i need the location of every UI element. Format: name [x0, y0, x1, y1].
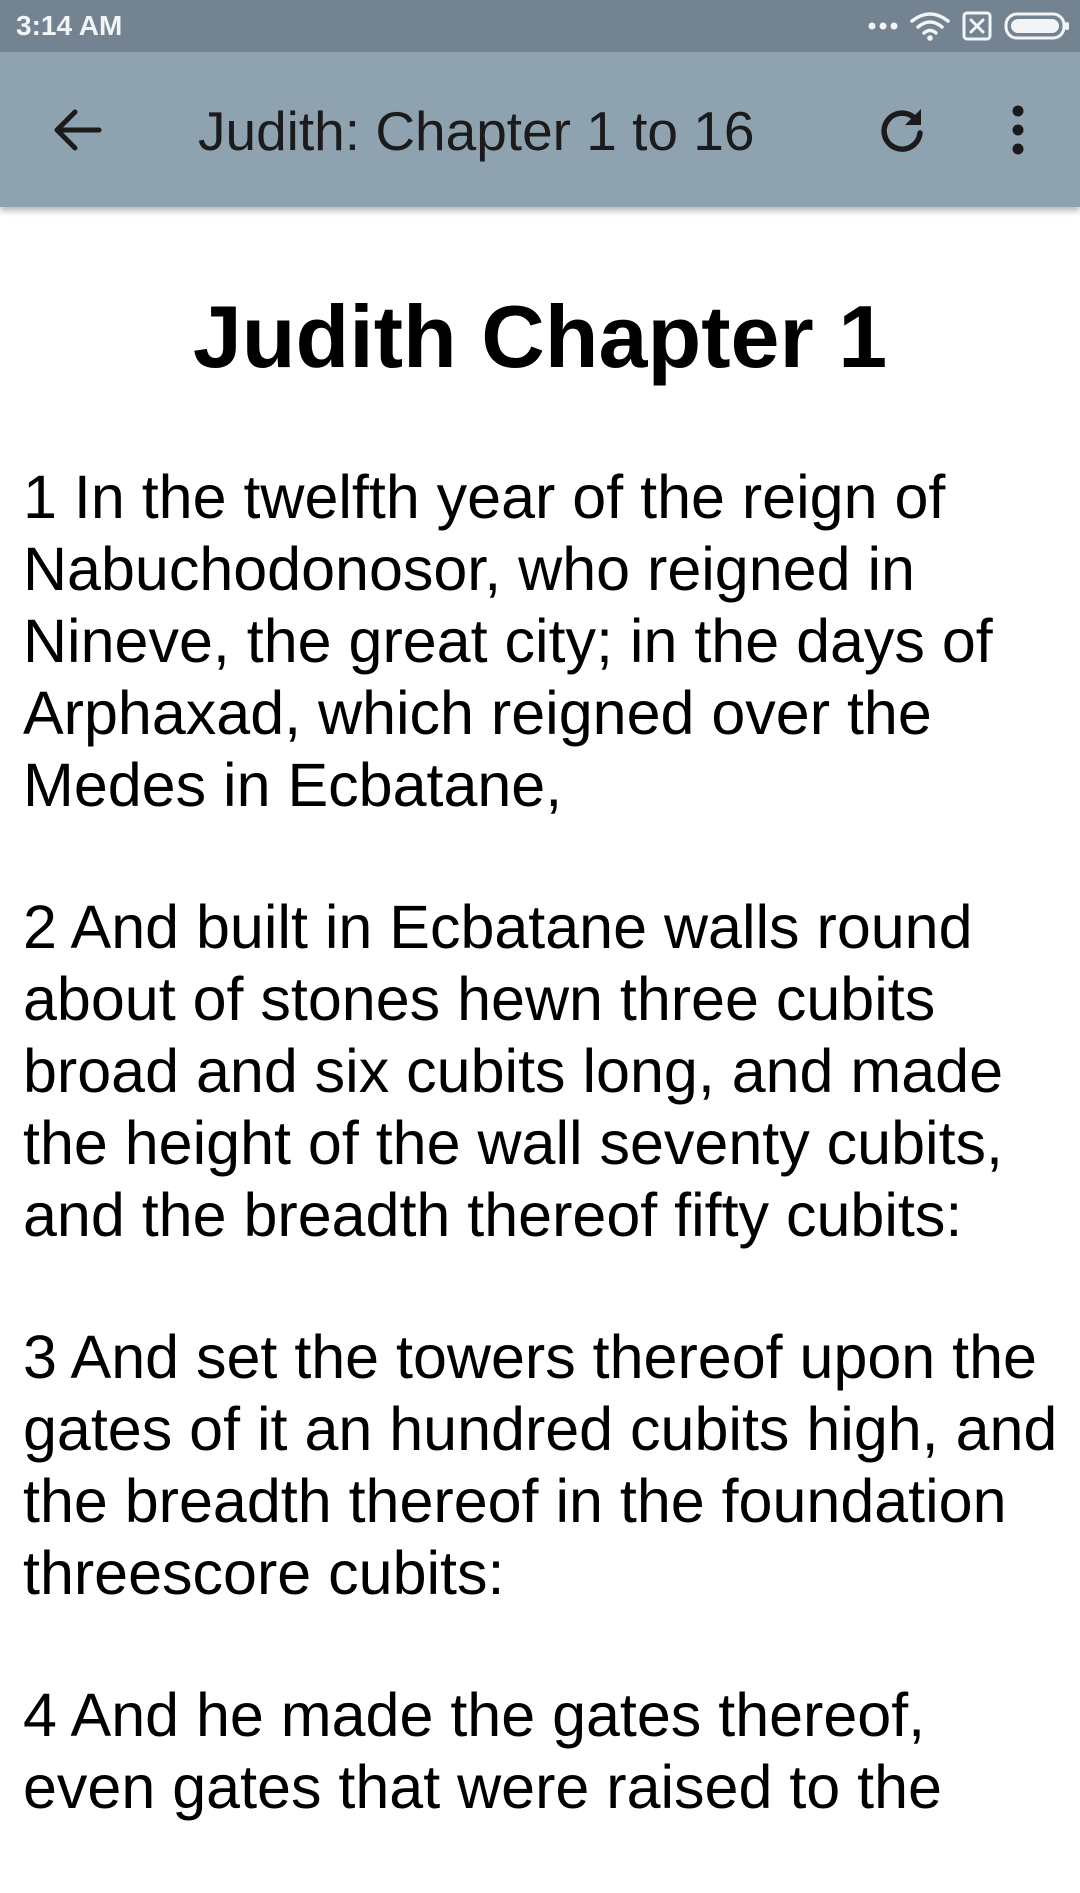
- sim-x-icon: [962, 11, 992, 41]
- status-icons: [868, 8, 1070, 44]
- chapter-content[interactable]: [0, 207, 1080, 1821]
- overflow-menu-button[interactable]: [970, 82, 1066, 178]
- verse-4: 4 And he made the gates thereof, even gates that were raised to the: [23, 1681, 942, 1821]
- refresh-button[interactable]: [854, 82, 950, 178]
- verse-1: 1 In the twelfth year of the reign of Nabuchodonosor, who reigned in Nineve, the great city; in the days of Arphaxad, which reigned over the Medes in Ecbatane,: [23, 463, 993, 819]
- wifi-icon: [910, 11, 950, 41]
- verse-2: 2 And built in Ecbatane walls round about of stones hewn three cubits broad and six cubits long, and made the height of the wall seventy cubits, and the breadth thereof fifty cubits:: [23, 893, 1004, 1249]
- back-button[interactable]: [30, 82, 126, 178]
- status-time: 3:14 AM: [16, 10, 123, 41]
- app-bar-title: Judith: Chapter 1 to 16: [198, 100, 755, 162]
- back-arrow-icon: [53, 108, 103, 152]
- verse-3: 3 And set the towers thereof upon the gates of it an hundred cubits high, and the breadth thereof in the foundation threescore cubits:: [23, 1323, 1058, 1607]
- verse-list: [23, 461, 1063, 1893]
- refresh-icon: [877, 105, 927, 155]
- app-bar: [0, 52, 1080, 207]
- more-dots-icon: [868, 21, 898, 31]
- battery-icon: [1004, 12, 1070, 40]
- overflow-menu-icon: [1010, 105, 1026, 155]
- status-bar: [0, 0, 1080, 52]
- chapter-title: Judith Chapter 1: [192, 287, 888, 386]
